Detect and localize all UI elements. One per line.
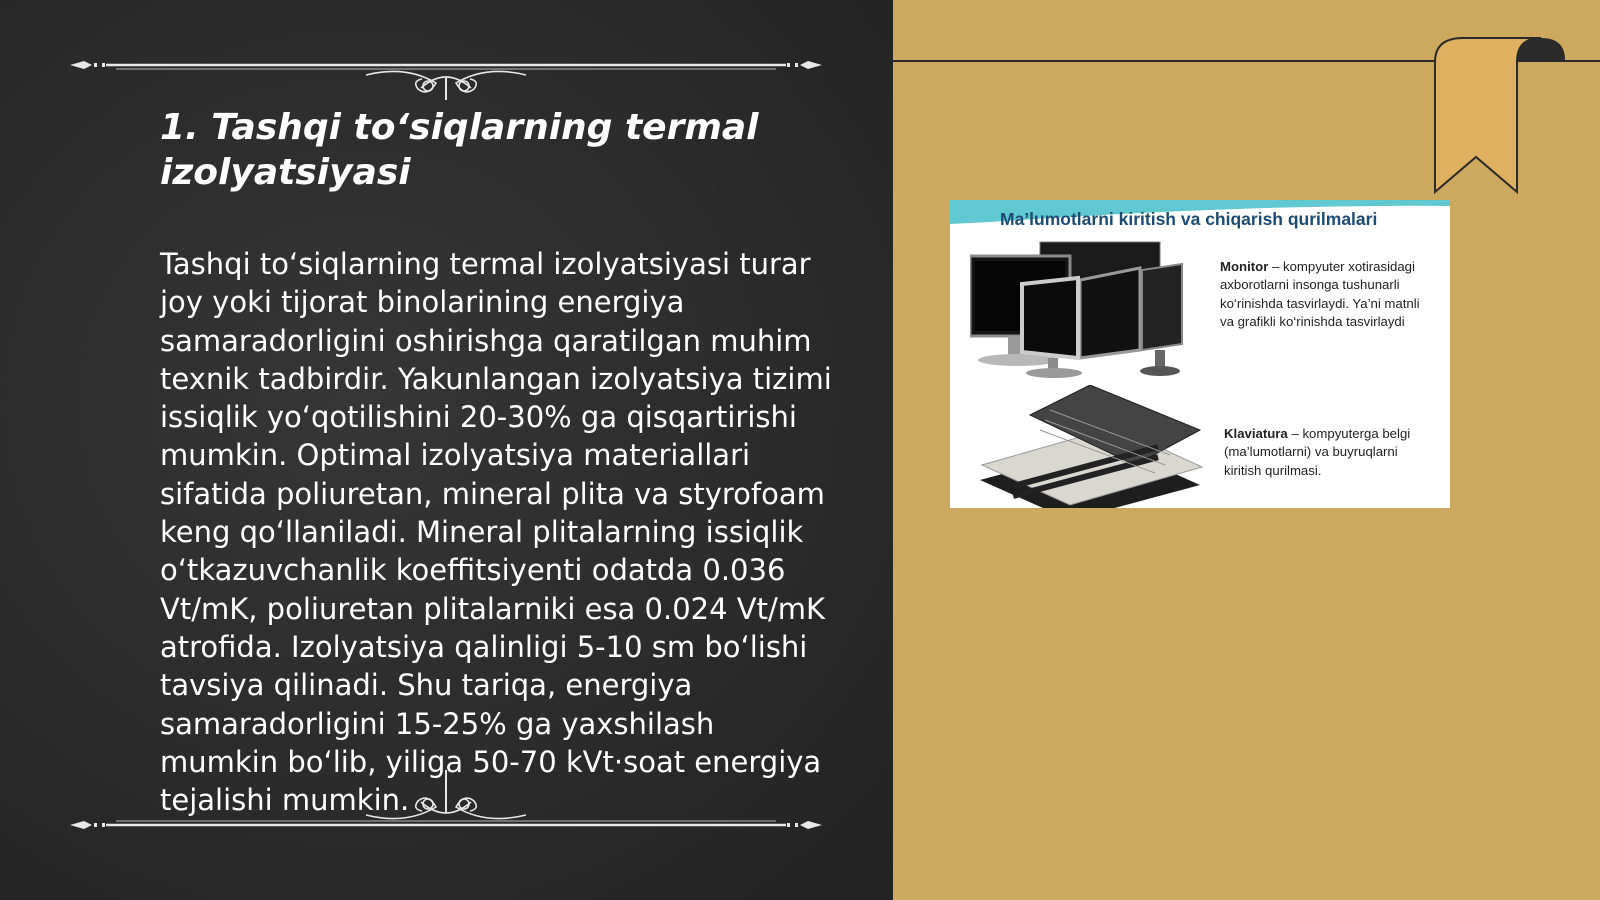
monitors-image [970, 240, 1200, 385]
monitor-description [1220, 258, 1435, 331]
monitor-term: Monitor [1220, 259, 1269, 274]
slide-body-text: Tashqi to‘siqlarning termal izolyatsiyasi turar joy yoki tijorat binolarining energiya samaradorligini oshirishga qaratilgan muhim texnik tadbirdir. Yakunlangan izolyatsiya tizimi issiqlik yo‘qotilishini 20-30% ga qisqartirishi mumkin. Optimal izolyatsiya materiallari sifatida poliuretan, mineral plita va styrofoam keng qo‘llaniladi. Mineral plitalarning issiqlik o‘tkazuvchanlik koeffitsiyenti odatda 0.036 Vt/mK, poliuretan plitalarniki esa 0.024 Vt/mK atrofida. Izolyatsiya qalinligi 5-10 sm bo‘lishi tavsiya qilinadi. Shu tariqa, energiya samaradorligini 15-25% ga yaxshilash mumkin bo‘lib, yiliga 50-70 kVt·soat energiya tejalishi mumkin. [160, 247, 832, 818]
figure-title: Ma’lumotlarni kiritish va chiqarish qurilmalari [1000, 209, 1378, 229]
monitor-text: – kompyuter xotirasidagi axborotlarni insonga tushunarli ko‘rinishda tasvirlaydi. Ya’ni matnli va grafikli ko‘rinishda tasvirlaydi [1220, 259, 1420, 329]
keyboard-text: – kompyuterga belgi (ma’lumotlarni) va buyruqlarni kiritish qurilmasi. [1224, 426, 1411, 478]
keyboards-image [970, 385, 1205, 508]
bookmark-ribbon-icon [1433, 32, 1573, 202]
io-devices-figure [950, 200, 1450, 508]
slide-title: 1. Tashqi to‘siqlarning termal izolyatsiyasi [160, 107, 759, 193]
keyboard-term: Klaviatura [1224, 426, 1288, 441]
keyboard-description [1224, 425, 1436, 480]
top-ornament-icon [66, 40, 826, 100]
